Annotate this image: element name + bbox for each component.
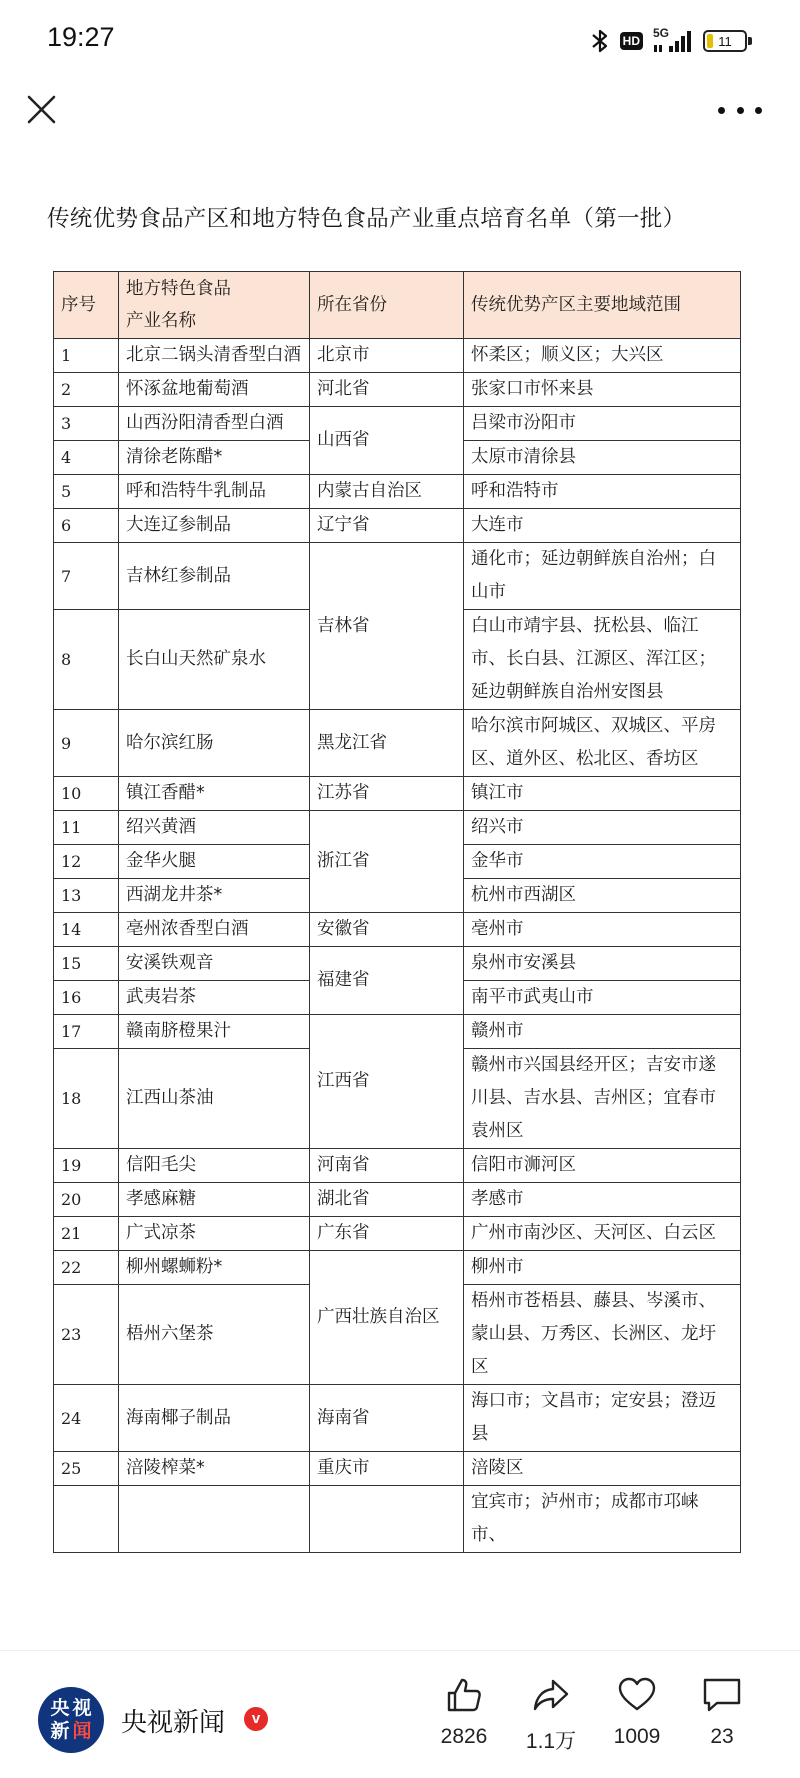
like-count: 2826 [440,1725,488,1748]
favorite-button[interactable] [597,1675,677,1749]
table-row [54,1385,741,1452]
cell-no: 3 [54,407,119,441]
food-industry-table [53,271,741,1553]
cell-area: 吕梁市汾阳市 [464,407,741,441]
cell-name: 长白山天然矿泉水 [119,610,310,710]
cell-name: 江西山茶油 [119,1049,310,1149]
table-row [54,1486,741,1553]
status-icons [590,24,752,58]
table-row [54,339,741,373]
cell-area: 赣州市 [464,1015,741,1049]
cell-area: 宜宾市；泸州市；成都市邛崃市、 [464,1486,741,1553]
status-bar [0,0,800,80]
cell-area: 海口市；文昌市；定安县；澄迈县 [464,1385,741,1452]
cell-no: 13 [54,879,119,913]
cell-name: 赣南脐橙果汁 [119,1015,310,1049]
cell-no [54,1486,119,1553]
cell-name: 武夷岩茶 [119,981,310,1015]
cell-province: 河北省 [310,373,464,407]
cell-name: 北京二锅头清香型白酒 [119,339,310,373]
cell-province: 辽宁省 [310,509,464,543]
cell-no: 4 [54,441,119,475]
close-button[interactable] [22,90,62,130]
cell-area: 白山市靖宇县、抚松县、临江市、长白县、江源区、浑江区；延边朝鲜族自治州安图县 [464,610,741,710]
more-icon [718,107,725,114]
cell-name: 信阳毛尖 [119,1149,310,1183]
share-count: 1.1万 [525,1730,577,1753]
status-time: 19:27 [47,22,115,52]
cell-area: 呼和浩特市 [464,475,741,509]
bottom-bar [0,1650,800,1778]
cell-no: 7 [54,543,119,610]
cell-no: 16 [54,981,119,1015]
cell-area: 涪陵区 [464,1452,741,1486]
header-no: 序号 [54,272,119,339]
comment-button[interactable] [682,1675,762,1749]
cell-area: 镇江市 [464,777,741,811]
cell-name: 安溪铁观音 [119,947,310,981]
verified-badge-icon: v [244,1707,268,1731]
cell-name: 孝感麻糖 [119,1183,310,1217]
channel-name[interactable]: 央视新闻 [121,1708,226,1738]
cell-no: 18 [54,1049,119,1149]
table-row [54,509,741,543]
cell-no: 5 [54,475,119,509]
cell-name: 吉林红参制品 [119,543,310,610]
cell-province: 山西省 [310,407,464,475]
cell-no: 20 [54,1183,119,1217]
favorite-count: 1009 [613,1725,661,1748]
cell-no: 14 [54,913,119,947]
table-row [54,1452,741,1486]
cell-name: 金华火腿 [119,845,310,879]
cell-name: 涪陵榨菜* [119,1452,310,1486]
header-name-line1: 地方特色食品 [126,279,231,299]
cell-area: 太原市清徐县 [464,441,741,475]
cell-name: 清徐老陈醋* [119,441,310,475]
cell-area: 张家口市怀来县 [464,373,741,407]
cell-province: 河南省 [310,1149,464,1183]
document-title: 传统优势食品产区和地方特色食品产业重点培育名单（第一批） [47,206,686,232]
cell-no: 10 [54,777,119,811]
cell-province: 内蒙古自治区 [310,475,464,509]
cell-province: 江苏省 [310,777,464,811]
table-row [54,407,741,441]
table-row [54,913,741,947]
table-row [54,947,741,981]
cell-area: 绍兴市 [464,811,741,845]
cell-area: 怀柔区；顺义区；大兴区 [464,339,741,373]
cell-name: 绍兴黄酒 [119,811,310,845]
cell-area: 南平市武夷山市 [464,981,741,1015]
bluetooth-icon [590,28,610,54]
cell-no: 1 [54,339,119,373]
cell-no: 17 [54,1015,119,1049]
cell-name: 西湖龙井茶* [119,879,310,913]
cell-province: 北京市 [310,339,464,373]
cell-name: 山西汾阳清香型白酒 [119,407,310,441]
table-row [54,1015,741,1049]
cell-area: 柳州市 [464,1251,741,1285]
like-button[interactable] [424,1675,504,1749]
table-row [54,1217,741,1251]
cell-name [119,1486,310,1553]
channel-avatar[interactable]: 央 视 新 闻 [38,1687,104,1753]
battery-icon [703,30,752,52]
cell-area: 大连市 [464,509,741,543]
5g-signal-icon [653,28,693,54]
cell-name: 梧州六堡茶 [119,1285,310,1385]
cell-province: 广西壮族自治区 [310,1251,464,1385]
cell-no: 11 [54,811,119,845]
cell-province: 湖北省 [310,1183,464,1217]
cell-area: 梧州市苍梧县、藤县、岑溪市、蒙山县、万秀区、长洲区、龙圩区 [464,1285,741,1385]
cell-name: 镇江香醋* [119,777,310,811]
thumbs-up-icon [444,1675,484,1715]
cell-no: 15 [54,947,119,981]
cell-name: 呼和浩特牛乳制品 [119,475,310,509]
cell-province [310,1486,464,1553]
cell-no: 2 [54,373,119,407]
cell-no: 25 [54,1452,119,1486]
cell-no: 12 [54,845,119,879]
cell-no: 9 [54,710,119,777]
cell-province: 吉林省 [310,543,464,710]
table-row [54,1149,741,1183]
cell-no: 6 [54,509,119,543]
table-row [54,710,741,777]
cell-area: 广州市南沙区、天河区、白云区 [464,1217,741,1251]
cell-name: 哈尔滨红肠 [119,710,310,777]
table-row [54,777,741,811]
header-name [119,272,310,339]
cell-no: 24 [54,1385,119,1452]
cell-name: 亳州浓香型白酒 [119,913,310,947]
comment-count: 23 [710,1725,734,1748]
cell-name: 广式凉茶 [119,1217,310,1251]
more-button[interactable] [718,96,762,124]
cell-area: 亳州市 [464,913,741,947]
cell-no: 23 [54,1285,119,1385]
cell-province: 海南省 [310,1385,464,1452]
cell-area: 赣州市兴国县经开区；吉安市遂川县、吉水县、吉州区；宜春市袁州区 [464,1049,741,1149]
heart-icon [617,1675,657,1715]
cell-no: 8 [54,610,119,710]
cell-area: 信阳市浉河区 [464,1149,741,1183]
cell-area: 杭州市西湖区 [464,879,741,913]
cell-province: 浙江省 [310,811,464,913]
nav-bar [0,80,800,152]
cell-name: 柳州螺蛳粉* [119,1251,310,1285]
cell-province: 江西省 [310,1015,464,1149]
cell-no: 21 [54,1217,119,1251]
hd-icon: HD [620,32,643,50]
cell-name: 怀涿盆地葡萄酒 [119,373,310,407]
table-row [54,543,741,610]
cell-area: 孝感市 [464,1183,741,1217]
header-province: 所在省份 [310,272,464,339]
header-name-line2: 产业名称 [126,311,196,331]
cell-area: 泉州市安溪县 [464,947,741,981]
table-row [54,373,741,407]
battery-level: 11 [718,33,732,49]
table-row [54,1251,741,1285]
cell-province: 重庆市 [310,1452,464,1486]
share-button[interactable] [511,1675,591,1755]
cell-province: 安徽省 [310,913,464,947]
cell-area: 哈尔滨市阿城区、双城区、平房区、道外区、松北区、香坊区 [464,710,741,777]
cell-province: 福建省 [310,947,464,1015]
network-label: 5G [653,26,670,40]
cell-no: 19 [54,1149,119,1183]
comment-icon [701,1675,743,1715]
cell-province: 黑龙江省 [310,710,464,777]
table-row [54,475,741,509]
cell-area: 金华市 [464,845,741,879]
cell-name: 大连辽参制品 [119,509,310,543]
table-header-row [54,272,741,339]
cell-name: 海南椰子制品 [119,1385,310,1452]
share-icon [531,1675,571,1715]
cell-area: 通化市；延边朝鲜族自治州；白山市 [464,543,741,610]
cell-province: 广东省 [310,1217,464,1251]
table-row [54,1183,741,1217]
header-area: 传统优势产区主要地域范围 [464,272,741,339]
cell-no: 22 [54,1251,119,1285]
table-row [54,811,741,845]
close-icon [22,90,62,130]
article-image [0,165,800,1650]
